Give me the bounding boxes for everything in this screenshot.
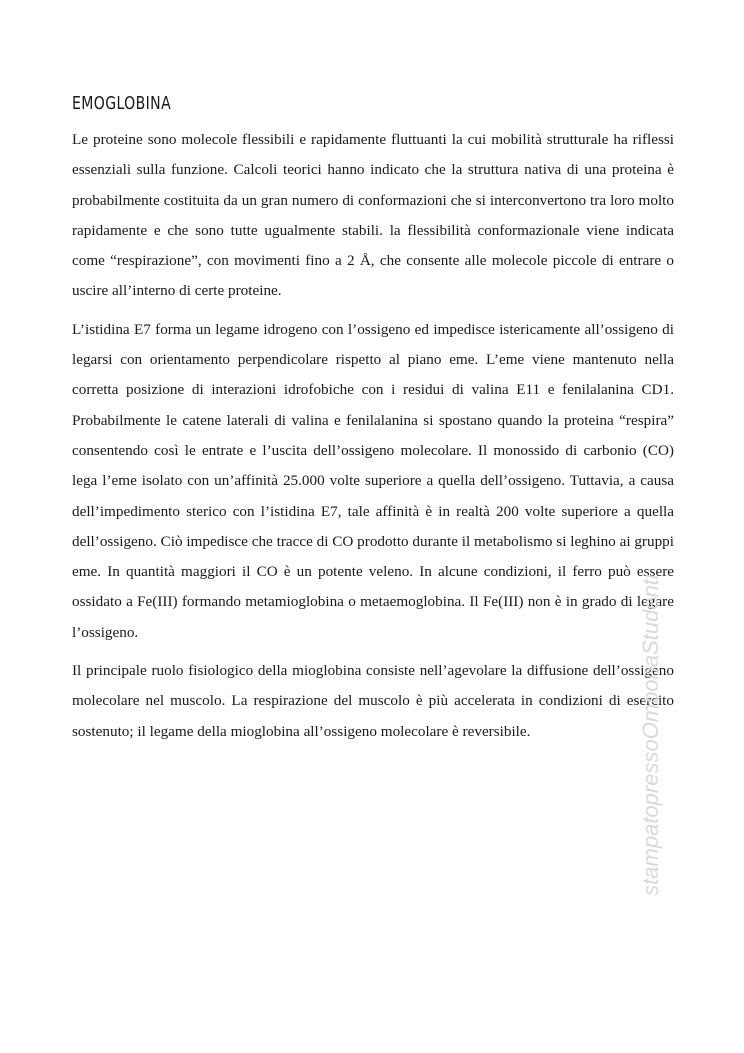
paragraph-physiology: Il principale ruolo fisiologico della mioglobina consiste nell’agevolare la diffusione dell’ossigeno molecolare nel muscolo. La respirazione del muscolo è più accelerata in condizioni di esercito sostenuto; il legame della mioglobina all’ossigeno molecolare è reversibile. <box>72 662 674 740</box>
body-text <box>72 125 674 755</box>
watermark-text: stampatopressoOmbonaStudenti <box>638 574 663 896</box>
section-heading: EMOGLOBINA <box>72 93 172 114</box>
paragraph-histidine: L’istidina E7 forma un legame idrogeno con l’ossigeno ed impedisce istericamente all’ossigeno di legarsi con orientamento perpendicolare rispetto al piano eme. L’eme viene mantenuto nella corretta posizione di interazioni idrofobiche con i residui di valina E11 e fenilalanina CD1. Probabilmente le catene laterali di valina e fenilalanina si spostano quando la proteina “respira” consentendo così le entrate e l’uscita dell’ossigeno molecolare. Il monossido di carbonio (CO) lega l’eme isolato con un’affinità 25.000 volte superiore a quella dell’ossigeno. Tuttavia, a causa dell’impedimento sterico con l’istidina E7, tale affinità è in realtà 200 volte superiore a quella dell’ossigeno. Ciò impedisce che tracce di CO prodotto durante il metabolismo si leghino ai gruppi eme. In quantità maggiori il CO è un potente veleno. In alcune condizioni, il ferro può essere ossidato a Fe(III) formando metamioglobina o metaemoglobina. Il Fe(III) non è in grado di legare l’ossigeno. <box>72 320 674 641</box>
paragraph-flexibility: Le proteine sono molecole flessibili e rapidamente fluttuanti la cui mobilità strutturale ha riflessi essenziali sulla funzione. Calcoli teorici hanno indicato che la struttura nativa di una proteina è probabilmente costituita da un gran numero di conformazioni che si interconvertono tra loro molto rapidamente e che sono tutte ugualmente stabili. la flessibilità conformazionale viene indicata come “respirazione”, con movimenti fino a 2 Å, che consente alle molecole piccole di entrare o uscire all’interno di certe proteine. <box>72 131 674 300</box>
